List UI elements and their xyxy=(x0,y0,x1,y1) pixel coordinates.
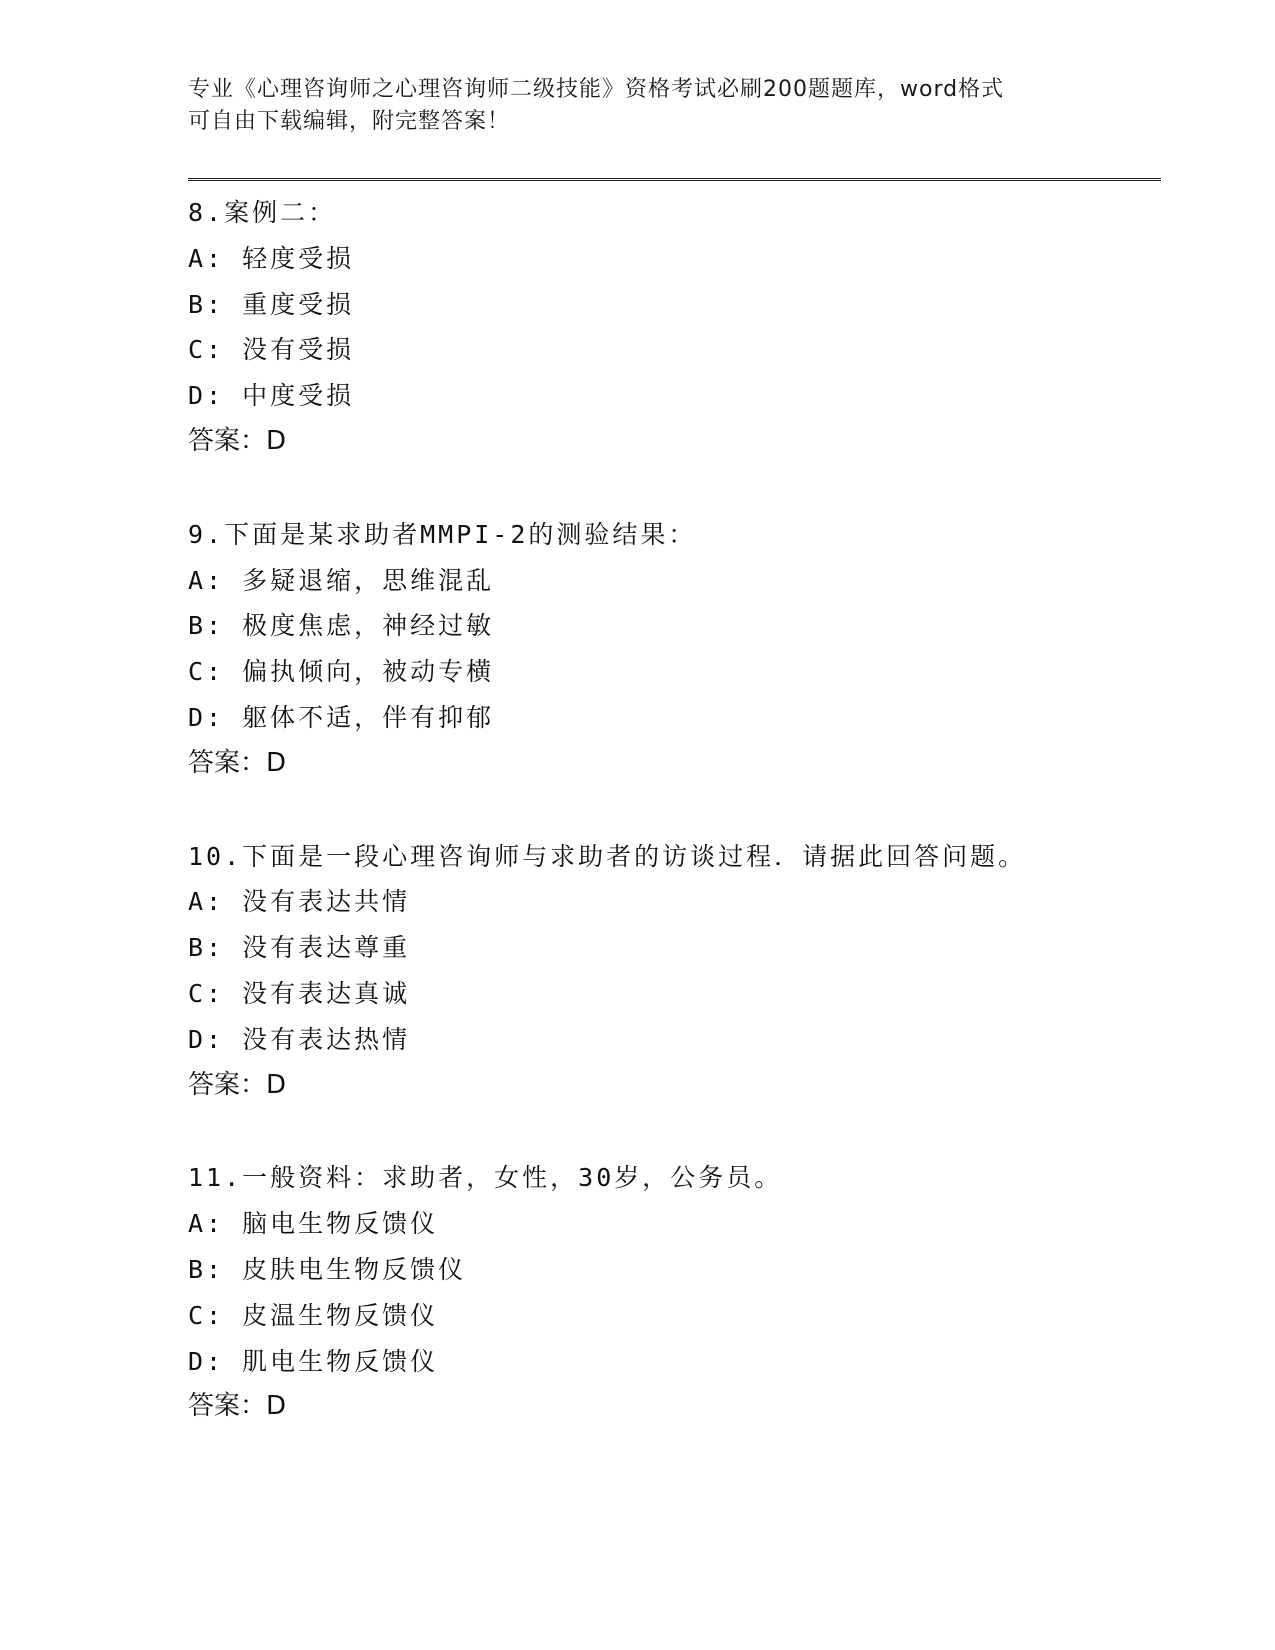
option-d: D: 躯体不适，伴有抑郁 xyxy=(188,702,495,732)
option-a: A: 脑电生物反馈仪 xyxy=(188,1209,439,1239)
option-a: A: 没有表达共情 xyxy=(188,887,411,917)
answer-key: 答案：D xyxy=(188,1391,287,1422)
option-d: D: 肌电生物反馈仪 xyxy=(188,1346,439,1376)
question-11 xyxy=(188,1155,1148,1430)
option-a: A: 多疑退缩，思维混乱 xyxy=(188,565,495,595)
option-c: C: 皮温生物反馈仪 xyxy=(188,1300,439,1330)
question-list xyxy=(188,190,1148,1477)
option-b: B: 皮肤电生物反馈仪 xyxy=(188,1254,467,1284)
option-b: B: 极度焦虑，神经过敏 xyxy=(188,611,495,641)
option-b: B: 重度受损 xyxy=(188,289,355,319)
answer-key: 答案：D xyxy=(188,1069,287,1100)
option-d: D: 中度受损 xyxy=(188,381,355,411)
header-line-1: 专业《心理咨询师之心理咨询师二级技能》资格考试必刷200题题库，word格式 xyxy=(188,77,1005,102)
answer-key: 答案：D xyxy=(188,747,287,778)
header-line-2: 可自由下载编辑，附完整答案！ xyxy=(188,109,511,134)
option-a: A: 轻度受损 xyxy=(188,243,355,273)
question-8 xyxy=(188,190,1148,465)
option-c: C: 没有表达真诚 xyxy=(188,978,411,1008)
option-c: C: 没有受损 xyxy=(188,335,355,365)
question-stem: 8.案例二： xyxy=(188,198,337,227)
option-d: D: 没有表达热情 xyxy=(188,1024,411,1054)
option-c: C: 偏执倾向，被动专横 xyxy=(188,657,495,687)
option-b: B: 没有表达尊重 xyxy=(188,933,411,963)
page-header xyxy=(188,74,1088,138)
header-divider xyxy=(188,178,1161,181)
question-10 xyxy=(188,834,1148,1109)
question-stem: 11.一般资料：求助者，女性，30岁，公务员。 xyxy=(188,1163,783,1193)
answer-key: 答案：D xyxy=(188,425,287,456)
question-stem: 10.下面是一段心理咨询师与求助者的访谈过程．请据此回答问题。 xyxy=(188,841,1027,871)
question-stem: 9.下面是某求助者MMPI-2的测验结果： xyxy=(188,519,697,549)
question-9 xyxy=(188,512,1148,787)
